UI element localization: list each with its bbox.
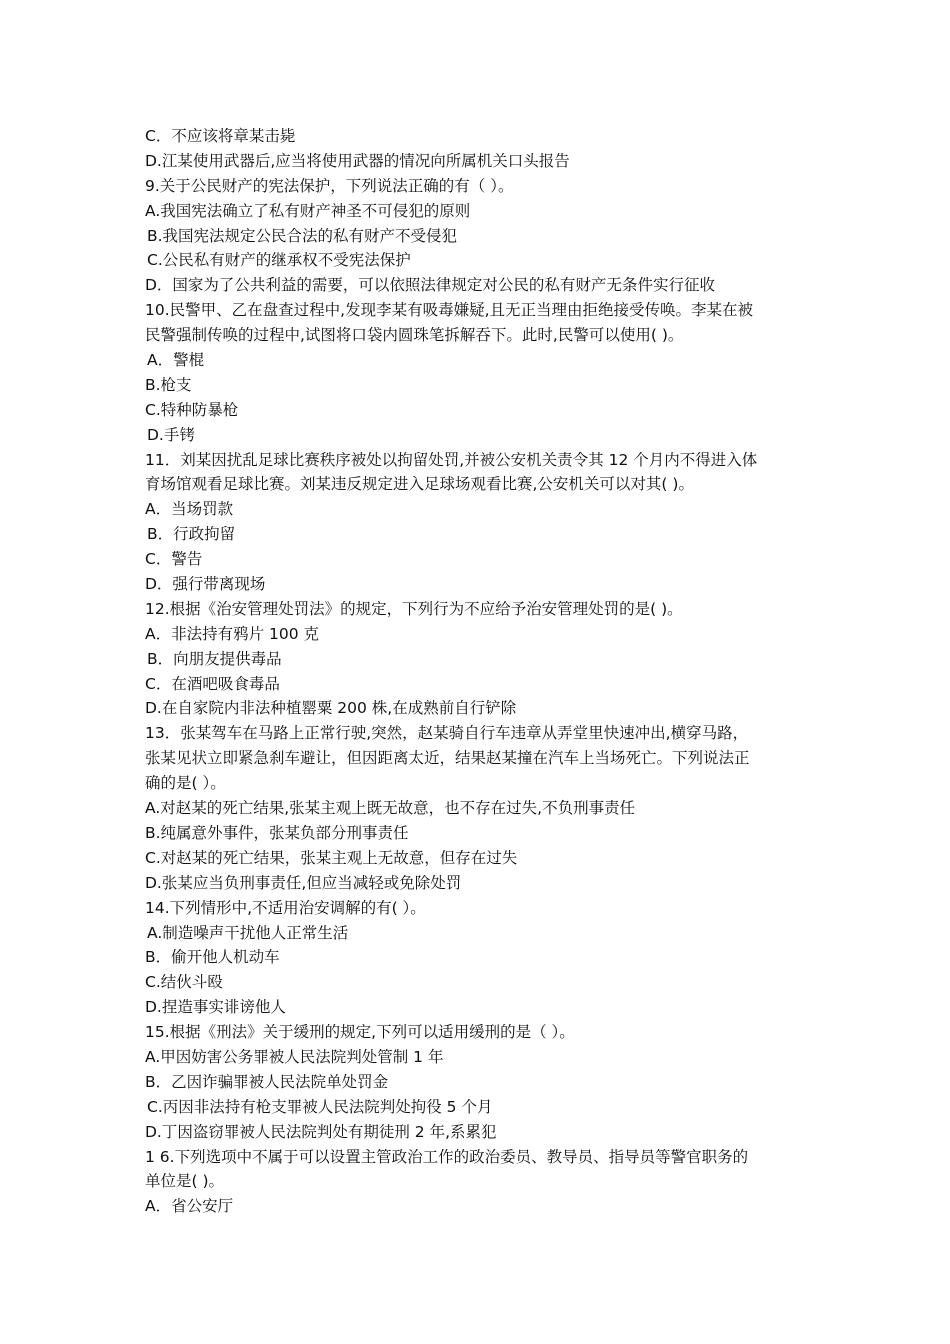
option-line: C.特种防暴枪 xyxy=(145,400,239,419)
question-line: 15.根据《刑法》关于缓刑的规定,下列可以适用缓刑的是（ ）。 xyxy=(145,1023,575,1042)
question-line: 14.下列情形中,不适用治安调解的有( ）。 xyxy=(145,898,426,917)
question-line: 张某见状立即紧急刹车避让，但因距离太近，结果赵某撞在汽车上当场死亡。下列说法正 xyxy=(145,749,750,768)
option-line: B．偷开他人机动车 xyxy=(145,948,280,967)
option-line: D.在自家院内非法种植罂粟 200 株,在成熟前自行铲除 xyxy=(145,699,517,718)
option-line: B.我国宪法规定公民合法的私有财产不受侵犯 xyxy=(147,226,458,245)
question-line: 确的是( ）。 xyxy=(145,774,226,793)
option-line: A．当场罚款 xyxy=(145,500,234,519)
option-line: B．向朋友提供毒品 xyxy=(147,649,282,668)
option-line: C.结伙斗殴 xyxy=(145,973,223,992)
option-line: A.我国宪法确立了私有财产神圣不可侵犯的原则 xyxy=(145,201,471,220)
option-line: A．非法持有鸦片 100 克 xyxy=(145,624,320,643)
option-line: B.枪支 xyxy=(145,375,192,394)
option-line: B.纯属意外事件，张某负部分刑事责任 xyxy=(145,823,409,842)
option-line: B．乙因诈骗罪被人民法院单处罚金 xyxy=(145,1072,389,1091)
option-line: D．国家为了公共利益的需要，可以依照法律规定对公民的私有财产无条件实行征收 xyxy=(145,276,715,295)
option-line: D.江某使用武器后,应当将使用武器的情况向所属机关口头报告 xyxy=(145,151,570,170)
option-line: D.捏造事实诽谤他人 xyxy=(145,998,286,1017)
question-line: 单位是( )。 xyxy=(145,1172,225,1191)
question-line: 9.关于公民财产的宪法保护，下列说法正确的有（ ）。 xyxy=(145,176,514,195)
option-line: A．警棍 xyxy=(147,351,205,370)
question-line: 12.根据《治安管理处罚法》的规定，下列行为不应给予治安管理处罚的是( )。 xyxy=(145,599,683,618)
document-body xyxy=(145,124,805,1219)
option-line: C.公民私有财产的继承权不受宪法保护 xyxy=(147,251,411,270)
option-line: D．强行带离现场 xyxy=(145,575,266,594)
question-line: 13．张某驾车在马路上正常行驶,突然，赵某骑自行车违章从弄堂里快速冲出,横穿马路， xyxy=(145,724,749,743)
option-line: D.丁因盗窃罪被人民法院判处有期徒刑 2 年,系累犯 xyxy=(145,1122,497,1141)
question-line: 11．刘某因扰乱足球比赛秩序被处以拘留处罚,并被公安机关责令其 12 个月内不得进入体 xyxy=(145,450,758,469)
question-line: 民警强制传唤的过程中,试图将口袋内圆珠笔拆解吞下。此时,民警可以使用( )。 xyxy=(145,326,684,345)
option-line: C.丙因非法持有枪支罪被人民法院判处拘役 5 个月 xyxy=(147,1097,493,1116)
question-line: 1 6.下列选项中不属于可以设置主管政治工作的政治委员、教导员、指导员等警官职务的 xyxy=(145,1147,749,1166)
option-line: D.手铐 xyxy=(147,425,195,444)
option-line: C．不应该将章某击毙 xyxy=(145,127,296,145)
option-line: A．省公安厅 xyxy=(145,1197,234,1216)
option-line: D.张某应当负刑事责任,但应当减轻或免除处罚 xyxy=(145,873,462,892)
option-line: C．警告 xyxy=(145,550,203,569)
option-line: A.甲因妨害公务罪被人民法院判处管制 1 年 xyxy=(145,1047,444,1066)
option-line: C．在酒吧吸食毒品 xyxy=(145,674,280,693)
option-line: C.对赵某的死亡结果，张某主观上无故意，但存在过失 xyxy=(145,848,518,867)
option-line: A.对赵某的死亡结果,张某主观上既无故意，也不存在过失,不负刑事责任 xyxy=(145,799,636,818)
option-line: A.制造噪声干扰他人正常生活 xyxy=(147,923,349,942)
option-line: B．行政拘留 xyxy=(147,525,236,544)
question-line: 10.民警甲、乙在盘查过程中,发现李某有吸毒嫌疑,且无正当理由拒绝接受传唤。李某在被 xyxy=(145,301,754,320)
question-line: 育场馆观看足球比赛。刘某违反规定进入足球场观看比赛,公安机关可以对其( )。 xyxy=(145,475,694,494)
